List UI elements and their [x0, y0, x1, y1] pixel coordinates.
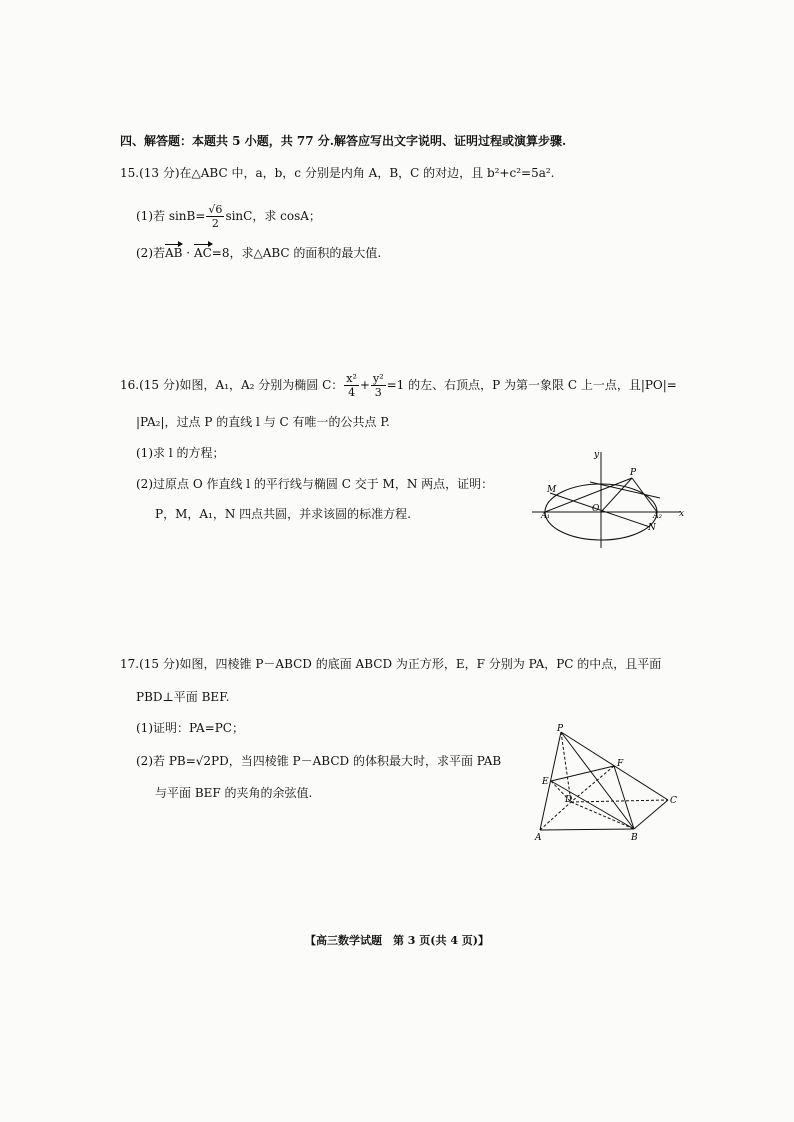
section-header: 四、解答题：本题共 5 小题，共 77 分.解答应写出文字说明、证明过程或演算步骤. — [120, 134, 567, 148]
label-n: N — [648, 523, 656, 533]
fraction-numerator: x² — [346, 372, 357, 385]
label-y: y — [594, 450, 600, 460]
segment-db-hidden — [571, 802, 634, 829]
fraction-numerator: y² — [372, 372, 384, 385]
segment-pa2 — [632, 478, 657, 512]
page-footer: 【高三数学试题 第 3 页(共 4 页)】 — [304, 934, 490, 947]
q16-stem-line2: |PA₂|，过点 P 的直线 l 与 C 有唯一的公共点 P. — [136, 415, 390, 429]
q17-part2-line1: (2)若 PB=√2PD，当四棱锥 P－ABCD 的体积最大时，求平面 PAB — [136, 754, 502, 768]
fraction-x2-over-4 — [344, 373, 359, 398]
q17-stem-line1: 17.(15 分)如图，四棱锥 P－ABCD 的底面 ABCD 为正方形，E，F 分别为 PA，PC 的中点，且平面 — [120, 657, 662, 671]
q16-part2-line2: P，M，A₁，N 四点共圆，并求该圆的标准方程. — [155, 507, 411, 521]
fraction-denominator: 3 — [374, 386, 382, 399]
fraction-denominator: 4 — [348, 386, 356, 399]
dot-operator: · — [182, 246, 194, 260]
label-p: P — [557, 724, 564, 734]
q15-part2-suffix: =8，求△ABC 的面积的最大值. — [211, 246, 382, 260]
fraction-denominator: 2 — [211, 217, 219, 230]
q16-stem-b: =1 的左、右顶点，P 为第一象限 C 上一点，且|PO|= — [386, 378, 677, 392]
q16-stem-a: 16.(15 分)如图，A₁，A₂ 分别为椭圆 C： — [120, 378, 344, 392]
label-f: F — [617, 759, 624, 769]
fraction-sqrt6-over-2 — [206, 204, 224, 229]
q16-part2-line1: (2)过原点 O 作直线 l 的平行线与椭圆 C 交于 M，N 两点，证明： — [136, 477, 494, 491]
vector-ac: AC — [193, 246, 212, 260]
q15-part1 — [136, 204, 321, 229]
edge-ab — [540, 829, 634, 830]
chord-mn — [550, 493, 650, 527]
q16-stem-line1 — [120, 373, 677, 398]
label-p: P — [630, 468, 637, 478]
label-e: E — [542, 777, 549, 787]
q15-stem: 15.(13 分)在△ABC 中，a，b，c 分别是内角 A，B，C 的对边，且 b²+c²=5a². — [120, 166, 555, 180]
label-m: M — [547, 485, 557, 495]
ellipse-figure — [528, 448, 688, 552]
q17-part2-line2: 与平面 BEF 的夹角的余弦值. — [155, 786, 313, 800]
label-b: B — [631, 833, 638, 843]
q15-part1-prefix: (1)若 sinB= — [136, 209, 206, 223]
label-c: C — [670, 796, 677, 806]
vector-ab: AB — [165, 246, 183, 260]
fraction-y2-over-3 — [371, 373, 386, 398]
fraction-numerator: √6 — [208, 203, 223, 216]
pyramid-figure — [528, 720, 688, 848]
label-o: O — [592, 504, 600, 514]
edge-pb — [561, 732, 634, 829]
segment-op — [601, 478, 632, 512]
label-a: A — [535, 833, 542, 843]
q17-stem-line2: PBD⊥平面 BEF. — [136, 690, 230, 704]
q17-part1: (1)证明：PA=PC； — [136, 721, 244, 735]
q15-part2 — [136, 246, 381, 260]
label-a2: A₂ — [653, 511, 662, 520]
label-d: D — [565, 795, 573, 805]
plus-sign: + — [359, 378, 370, 392]
q16-part1: (1)求 l 的方程； — [136, 446, 225, 460]
q15-part1-suffix: sinC，求 cosA； — [225, 209, 321, 223]
edge-bc — [634, 800, 668, 829]
label-a1: A₁ — [541, 511, 550, 520]
segment-a1p — [545, 478, 632, 512]
q15-part2-prefix: (2)若 — [136, 246, 165, 260]
label-x: x — [679, 509, 685, 519]
